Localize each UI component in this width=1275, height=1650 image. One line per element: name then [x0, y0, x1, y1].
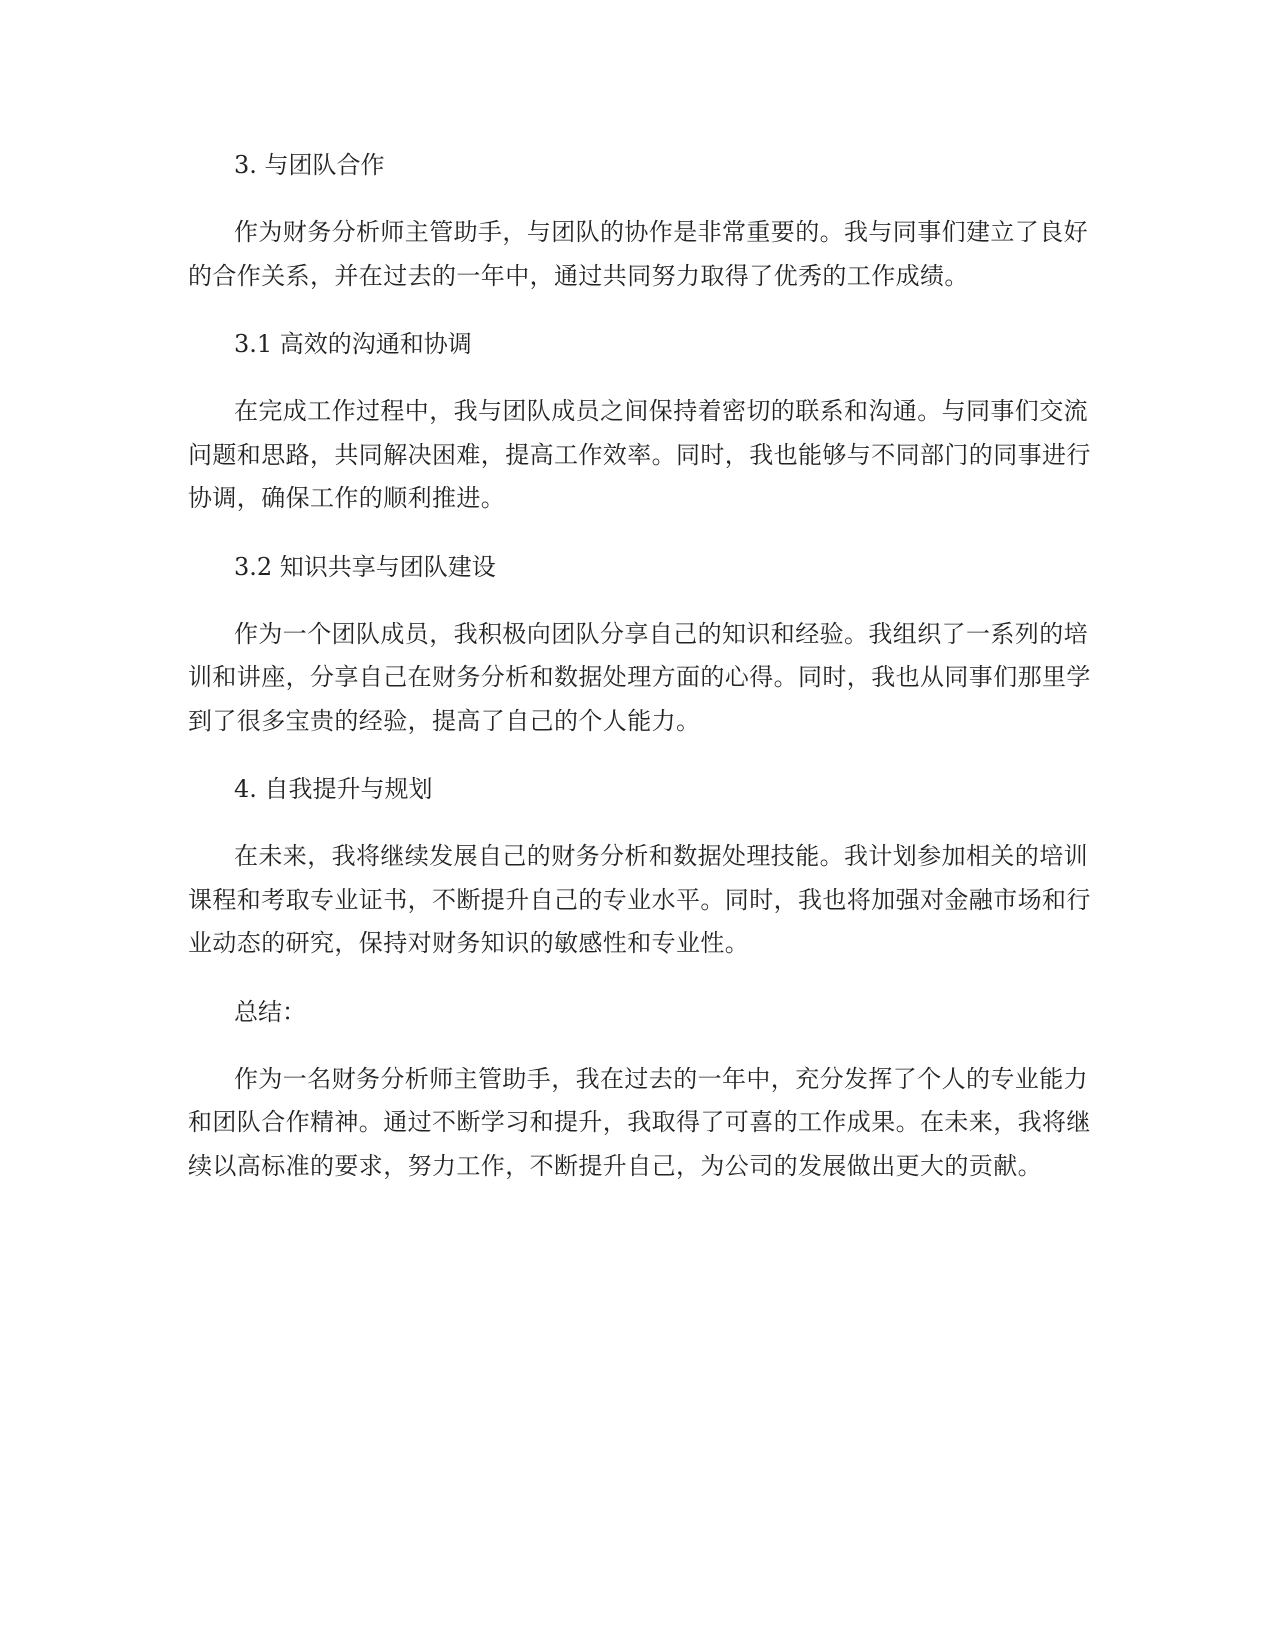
paragraph-communication: 在完成工作过程中，我与团队成员之间保持着密切的联系和沟通。与同事们交流问题和思路，共同解决困难，提高工作效率。同时，我也能够与不同部门的同事进行协调，确保工作的顺利推进。 — [188, 397, 1091, 512]
paragraph-team-cooperation: 作为财务分析师主管助手，与团队的协作是非常重要的。我与同事们建立了良好的合作关系，并在过去的一年中，通过共同努力取得了优秀的工作成绩。 — [188, 218, 1088, 290]
section-heading-team-cooperation: 3. 与团队合作 — [234, 151, 385, 179]
section-heading-knowledge-sharing: 3.2 知识共享与团队建设 — [234, 552, 496, 581]
paragraph-self-improvement: 在未来，我将继续发展自己的财务分析和数据处理技能。我计划参加相关的培训课程和考取专业证书，不断提升自己的专业水平。同时，我也将加强对金融市场和行业动态的研究，保持对财务知识的敏感性和专业性。 — [188, 842, 1091, 957]
paragraph-summary: 作为一名财务分析师主管助手，我在过去的一年中，充分发挥了个人的专业能力和团队合作精神。通过不断学习和提升，我取得了可喜的工作成果。在未来，我将继续以高标准的要求，努力工作，不断提升自己，为公司的发展做出更大的贡献。 — [188, 1064, 1091, 1180]
section-heading-self-improvement: 4. 自我提升与规划 — [234, 775, 433, 803]
paragraph-knowledge-sharing: 作为一个团队成员，我积极向团队分享自己的知识和经验。我组织了一系列的培训和讲座，分享自己在财务分析和数据处理方面的心得。同时，我也从同事们那里学到了很多宝贵的经验，提高了自己的个人能力。 — [188, 619, 1091, 735]
section-heading-summary: 总结： — [234, 997, 306, 1026]
section-heading-communication: 3.1 高效的沟通和协调 — [234, 330, 472, 358]
document-body — [188, 145, 1093, 1214]
